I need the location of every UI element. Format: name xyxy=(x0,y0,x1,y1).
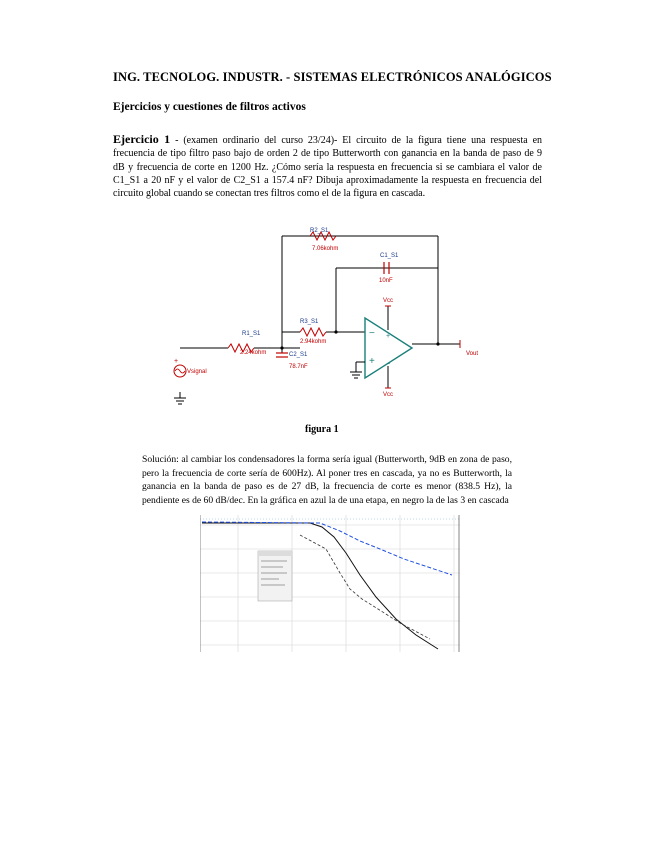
r1-name: R1_S1 xyxy=(242,331,261,337)
vsignal-label: Vsignal xyxy=(187,369,207,375)
vcc-bottom-label: Vcc xyxy=(383,392,394,398)
svg-text:+: + xyxy=(369,356,375,367)
circuit-schematic xyxy=(160,222,500,412)
exercise-label: Ejercicio 1 xyxy=(113,132,171,146)
solution-paragraph: Solución: al cambiar los condensadores la forma sería igual (Butterworth, 9dB en zona de paso, pero la frecuencia de corte sería de 600Hz). Al poner tres en cascada, ya no es Butterworth, la ganancia en la banda de paso es de 27 dB, la frecuencia de corte es menor (838.5 Hz), la pendiente es de 60 dB/dec. En la gráfica en azul la de una etapa, en negro la de las 3 en cascada xyxy=(142,454,512,506)
c2-name: C2_S1 xyxy=(289,352,308,358)
c2-value: 78.7nF xyxy=(289,364,308,370)
exercise-text: - (examen ordinario del curso 23/24)- El circuito de la figura tiene una respuesta en frecuencia de tipo filtro paso bajo de orden 2 de tipo Butterworth con ganancia en la banda de paso de 9 dB y frecuencia de corte en 1200 Hz. ¿Cómo sería la respuesta en frecuencia si se cambiara el valor de C1_S1 a 20 nF y el valor de C2_S1 a 157.4 nF? Dibuja aproximadamente la respuesta en frecuencia del circuito global cuando se conectan tres filtros como el de la figura en cascada. xyxy=(113,135,543,200)
r2-value: 7.06kohm xyxy=(312,246,339,252)
r3-resistor xyxy=(300,328,326,336)
r1-value: 2.24kohm xyxy=(240,350,267,356)
exercise-paragraph xyxy=(113,133,542,200)
r3-name: R3_S1 xyxy=(300,319,319,325)
vcc-top-label: Vcc xyxy=(383,298,394,304)
svg-text:−: − xyxy=(369,328,375,339)
section-subtitle: Ejercicios y cuestiones de filtros activos xyxy=(113,101,306,113)
c1-value: 10nF xyxy=(379,278,393,284)
c1-name: C1_S1 xyxy=(380,253,399,259)
vout-label: Vout xyxy=(466,351,479,357)
bode-plot-image xyxy=(200,515,460,652)
svg-text:+: + xyxy=(386,333,391,340)
svg-text:+: + xyxy=(174,358,179,365)
cursor-dialog xyxy=(258,551,292,601)
svg-text:−: − xyxy=(386,361,391,368)
figure-caption: figura 1 xyxy=(305,424,339,435)
r3-value: 2.94kohm xyxy=(300,339,327,345)
r2-name: R2_S1 xyxy=(310,228,329,234)
page-header: ING. TECNOLOG. INDUSTR. - SISTEMAS ELECTRÓNICOS ANALÓGICOS xyxy=(113,70,552,84)
